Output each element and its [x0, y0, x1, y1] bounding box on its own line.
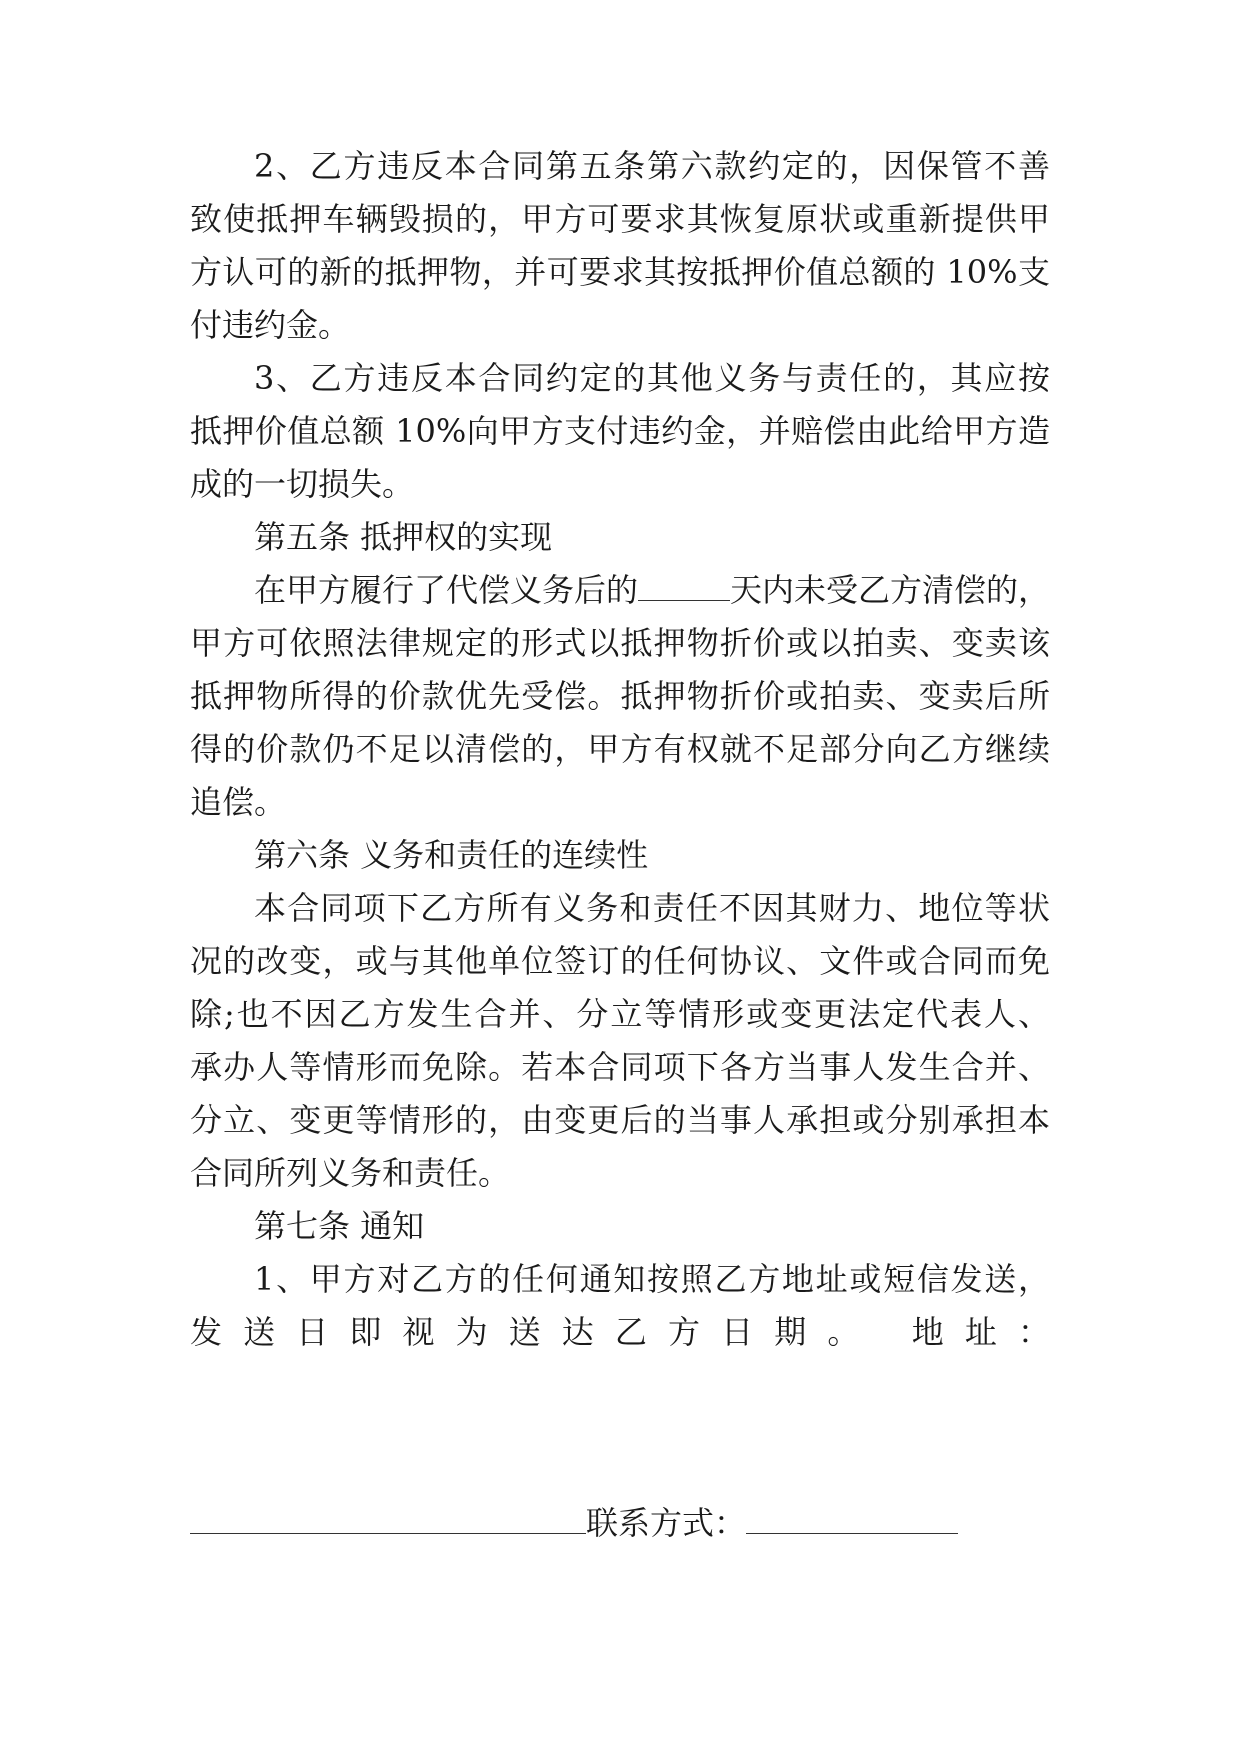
article-heading: 第五条 抵押权的实现: [254, 518, 553, 556]
paragraph-line: 况的改变，或与其他单位签订的任何协议、文件或合同而免: [190, 942, 1050, 980]
paragraph-line: 追偿。: [190, 783, 287, 821]
paragraph-line: 成的一切损失。: [190, 465, 415, 503]
contact-label: 联系方式：: [586, 1504, 747, 1542]
paragraph-line: 本合同项下乙方所有义务和责任不因其财力、地位等状: [254, 889, 1050, 927]
paragraph-line: 除;也不因乙方发生合并、分立等情形或变更法定代表人、: [190, 995, 1050, 1033]
paragraph-line: 承办人等情形而免除。若本合同项下各方当事人发生合并、: [190, 1048, 1050, 1086]
paragraph-line: 1、甲方对乙方的任何通知按照乙方地址或短信发送，: [254, 1260, 1050, 1298]
blank-field: [638, 570, 730, 601]
paragraph-line: 2、乙方违反本合同第五条第六款约定的，因保管不善: [254, 147, 1050, 185]
paragraph-line: 抵押物所得的价款优先受偿。抵押物折价或拍卖、变卖后所: [190, 677, 1050, 715]
paragraph-line: 致使抵押车辆毁损的，甲方可要求其恢复原状或重新提供甲: [190, 200, 1050, 238]
paragraph-line: 甲方可依照法律规定的形式以抵押物折价或以拍卖、变卖该: [190, 624, 1050, 662]
paragraph-text: 在甲方履行了代偿义务后的: [254, 571, 639, 609]
paragraph-line: [254, 570, 1050, 610]
paragraph-line: 分立、变更等情形的，由变更后的当事人承担或分别承担本: [190, 1101, 1050, 1139]
article-heading: 第六条 义务和责任的连续性: [254, 836, 649, 874]
address-contact-line: [190, 1503, 958, 1543]
paragraph-text: 天内未受乙方清偿的，: [730, 571, 1051, 609]
article-heading: 第七条 通知: [254, 1207, 425, 1245]
contact-blank: [746, 1503, 958, 1534]
paragraph-line: 3、乙方违反本合同约定的其他义务与责任的，其应按: [254, 359, 1050, 397]
paragraph-line: 合同所列义务和责任。: [190, 1154, 511, 1192]
paragraph-line: 方认可的新的抵押物，并可要求其按抵押价值总额的 10%支: [190, 253, 1050, 291]
paragraph-line: 发送日即视为送达乙方日期。 地址：: [190, 1313, 1050, 1351]
paragraph-line: 得的价款仍不足以清偿的，甲方有权就不足部分向乙方继续: [190, 730, 1050, 768]
paragraph-line: 抵押价值总额 10%向甲方支付违约金，并赔偿由此给甲方造: [190, 412, 1050, 450]
paragraph-line: 付违约金。: [190, 306, 351, 344]
address-blank: [190, 1503, 586, 1534]
